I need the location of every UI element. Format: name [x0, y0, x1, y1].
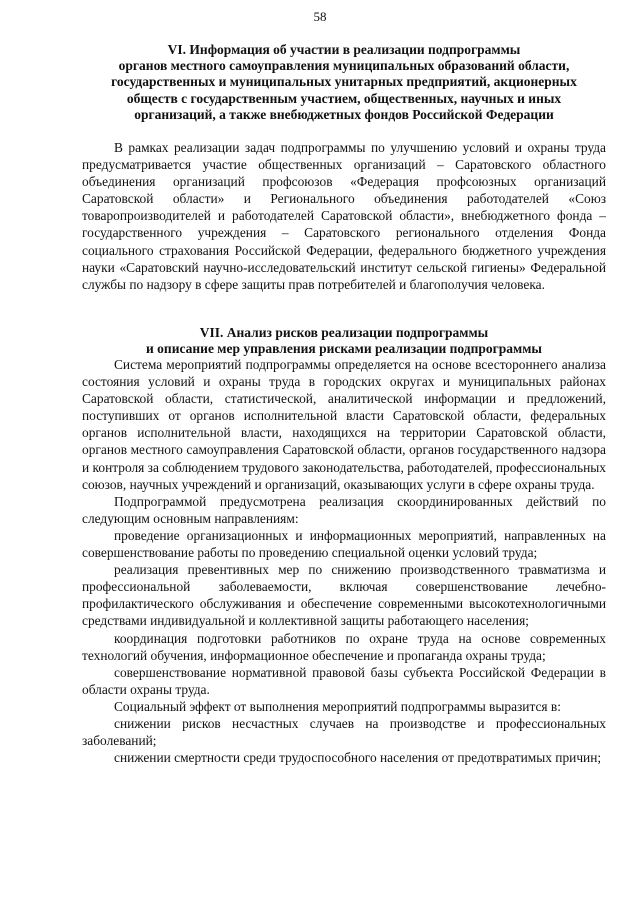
list-item: снижении рисков несчастных случаев на производстве и профессиональных заболеваний;	[82, 715, 606, 749]
page-number: 58	[313, 9, 327, 24]
section-7-body	[82, 356, 606, 766]
paragraph: Подпрограммой предусмотрена реализация скоординированных действий по следующим основным направлениям:	[82, 493, 606, 526]
paragraph: В рамках реализации задач подпрограммы по улучшению условий и охраны труда предусматривается участие общественных организаций – Саратовского областного объединения организаций профсоюзов «Федерация профсоюзных организаций Саратовской области» и Регионального объединения работодателей «Союз товаропроизводителей и работодателей Саратовской области», внебюджетного фонда – государственного учреждения – Саратовского регионального отделения Фонда социального страхования Российской Федерации, федерального бюджетного учреждения науки «Саратовский научно-исследовательский институт сельской гигиены» Федеральной службы по надзору в сфере защиты прав потребителей и благополучия человека.	[82, 140, 606, 292]
list-item: координация подготовки работников по охране труда на основе современных технологий обучения, информационное обеспечение и пропаганда охраны труда;	[82, 630, 606, 663]
section-7-heading	[82, 325, 606, 357]
section-6-heading	[82, 42, 606, 123]
list-item: проведение организационных и информационных мероприятий, направленных на совершенствование работы по проведению специальной оценки условий труда;	[82, 527, 606, 561]
list-item: снижении смертности среди трудоспособного населения от предотвратимых причин;	[114, 750, 602, 766]
section-6-body	[82, 139, 606, 293]
list-item: совершенствование нормативной правовой базы субъекта Российской Федерации в области охраны труда.	[82, 664, 606, 697]
heading-line: VII. Анализ рисков реализации подпрограммы	[199, 325, 489, 340]
paragraph: Система мероприятий подпрограммы определяется на основе всестороннего анализа состояния условий и охраны труда в городских округах и муниципальных районах Саратовской области, статистической, аналитической информации и предложений, поступивших от органов исполнительной власти Саратовской области, федеральных органов исполнительной власти, находящихся на территории Саратовской области, органов местного самоуправления Саратовской области, органов государственного надзора и контроля за соблюдением трудового законодательства, работодателей, профессиональных союзов, научных учреждений и организаций, оказывающих услуги в сфере охраны труда.	[82, 357, 606, 492]
heading-line: органов местного самоуправления муниципальных образований области,	[118, 58, 570, 74]
heading-line: организаций, а также внебюджетных фондов Российской Федерации	[134, 106, 554, 122]
heading-line: обществ с государственным участием, общественных, научных и иных	[126, 90, 562, 106]
heading-line: государственных и муниципальных унитарных предприятий, акционерных	[111, 74, 577, 90]
list-item: реализация превентивных мер по снижению производственного травматизма и профессиональной заболеваемости, включая совершенствование лечебно-профилактического обслуживания и обеспечение современными высокотехнологичными средствами индивидуальной и коллективной защиты работающего населения;	[82, 562, 606, 629]
paragraph: Социальный эффект от выполнения мероприятий подпрограммы выразится в:	[114, 698, 561, 714]
heading-line: и описание мер управления рисками реализации подпрограммы	[146, 341, 542, 357]
heading-line: VI. Информация об участии в реализации подпрограммы	[167, 42, 521, 57]
